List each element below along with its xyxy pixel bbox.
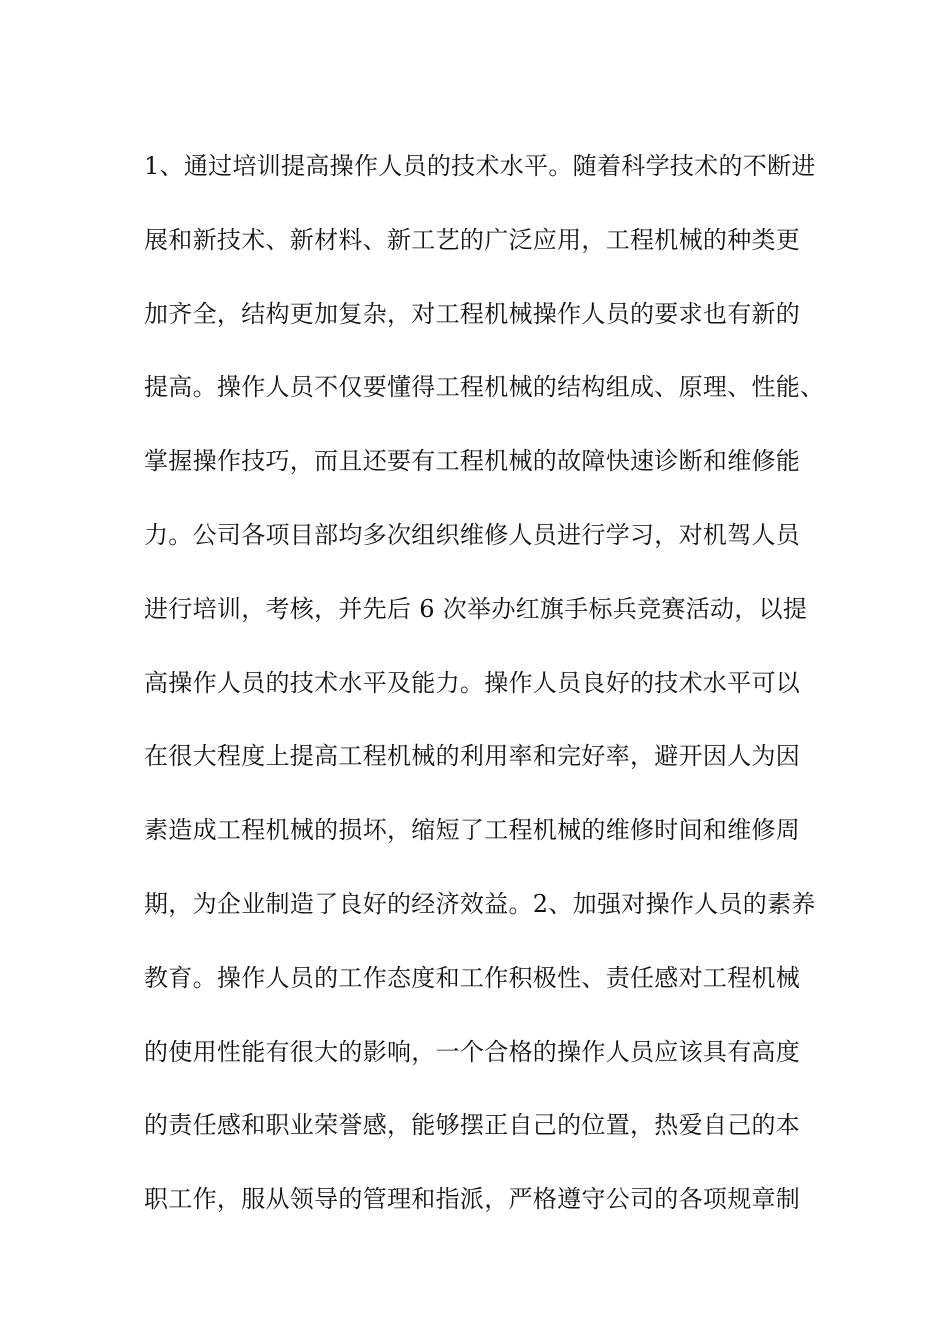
text-line: 加齐全，结构更加复杂，对工程机械操作人员的要求也有新的 — [144, 299, 801, 328]
text-line: 进行培训，考核，并先后 6 次举办红旗手标兵竞赛活动，以提 — [144, 594, 808, 623]
text-line: 的使用性能有很大的影响，一个合格的操作人员应该具有高度 — [144, 1037, 801, 1066]
text-line: 素造成工程机械的损坏，缩短了工程机械的维修时间和维修周 — [144, 816, 801, 845]
text-line: 职工作，服从领导的管理和指派，严格遵守公司的各项规章制 — [144, 1185, 801, 1214]
body-paragraph — [144, 130, 824, 1237]
text-line: 高操作人员的技术水平及能力。操作人员良好的技术水平可以 — [144, 668, 801, 697]
text-line: 展和新技术、新材料、新工艺的广泛应用，工程机械的种类更 — [144, 225, 801, 254]
text-line: 在很大程度上提高工程机械的利用率和完好率，避开因人为因 — [144, 742, 801, 771]
text-line: 力。公司各项目部均多次组织维修人员进行学习，对机驾人员 — [144, 520, 801, 549]
text-line: 的责任感和职业荣誉感，能够摆正自己的位置，热爱自己的本 — [144, 1111, 801, 1140]
text-line: 期，为企业制造了良好的经济效益。2、加强对操作人员的素养 — [144, 889, 816, 918]
text-line: 掌握操作技巧，而且还要有工程机械的故障快速诊断和维修能 — [144, 447, 801, 476]
text-line: 1、通过培训提高操作人员的技术水平。随着科学技术的不断进 — [144, 152, 816, 180]
text-line: 提高。操作人员不仅要懂得工程机械的结构组成、原理、性能、 — [144, 373, 825, 402]
text-line: 教育。操作人员的工作态度和工作积极性、责任感对工程机械 — [144, 963, 801, 992]
